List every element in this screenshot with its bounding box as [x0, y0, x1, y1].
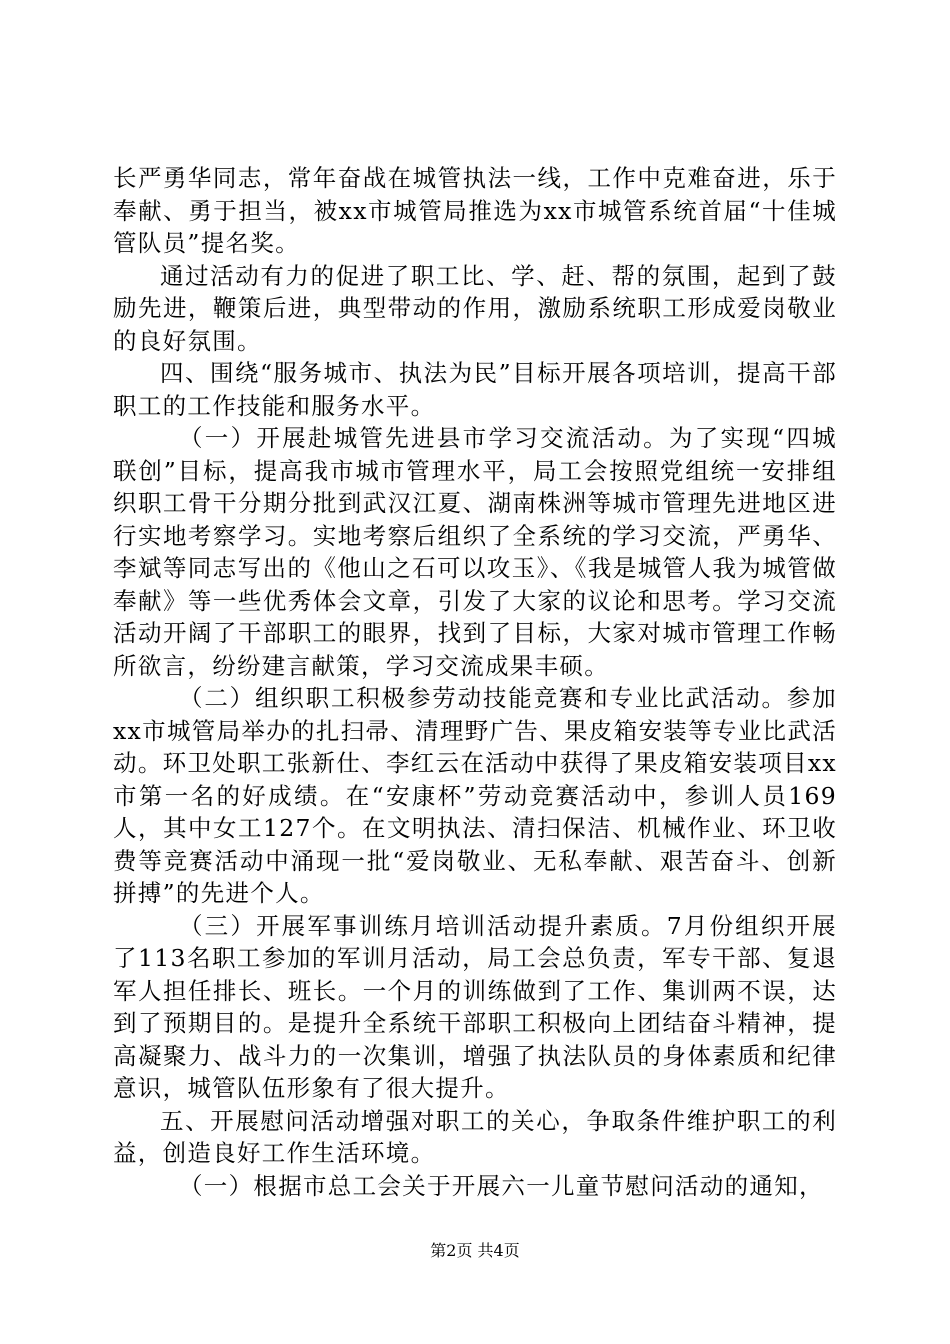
paragraph-study-exchange: （一）开展赴城管先进县市学习交流活动。为了实现“四城联创”目标，提高我市城市管理水平，局工会按照党组统一安排组织职工骨干分期分批到武汉江夏、湖南株洲等城市管理先进地区进行实地考察学习。实地考察后组织了全系统的学习交流，严勇华、李斌等同志写出的《他山之石可以攻玉》、《我是城管人我为城管做奉献》等一些优秀体会文章，引发了大家的议论和思考。学习交流活动开阔了干部职工的眼界，找到了目标，大家对城市管理工作畅所欲言，纷纷建言献策，学习交流成果丰硕。: [113, 424, 837, 680]
paragraph-skills-competition: （二）组织职工积极参劳动技能竞赛和专业比武活动。参加xx市城管局举办的扎扫帚、清理野广告、果皮箱安装等专业比武活动。环卫处职工张新仕、李红云在活动中获得了果皮箱安装项目xx市第一名的好成绩。在“安康杯”劳动竞赛活动中，参训人员169人，其中女工127个。在文明执法、清扫保洁、机械作业、环卫收费等竞赛活动中涌现一批“爱岗敬业、无私奉献、艰苦奋斗、创新拼搏”的先进个人。: [113, 684, 837, 907]
paragraph-childrens-day: （一）根据市总工会关于开展六一儿童节慰问活动的通知，: [179, 1171, 824, 1200]
paragraph-military-training: （三）开展军事训练月培训活动提升素质。7月份组织开展了113名职工参加的军训月活动，局工会总负责，军专干部、复退军人担任排长、班长。一个月的训练做到了工作、集训两不误，达到了预期目的。是提升全系统干部职工积极向上团结奋斗精神，提高凝聚力、战斗力的一次集训，增强了执法队员的身体素质和纪律意识，城管队伍形象有了很大提升。: [113, 911, 837, 1102]
section-heading-five: 五、开展慰问活动增强对职工的关心，争取条件维护职工的利益，创造良好工作生活环境。: [113, 1106, 837, 1167]
paragraph-continuation: 长严勇华同志，常年奋战在城管执法一线，工作中克难奋进，乐于奉献、勇于担当，被xx市城管局推选为xx市城管系统首届“十佳城管队员”提名奖。: [113, 164, 837, 257]
document-body: [113, 162, 837, 1202]
paragraph-activity-summary: 通过活动有力的促进了职工比、学、赶、帮的氛围，起到了鼓励先进，鞭策后进，典型带动的作用，激励系统职工形成爱岗敬业的良好氛围。: [113, 261, 837, 355]
section-heading-four: 四、围绕“服务城市、执法为民”目标开展各项培训，提高干部职工的工作技能和服务水平。: [113, 359, 837, 420]
page-number-footer: 第2页 共4页: [430, 1241, 520, 1260]
